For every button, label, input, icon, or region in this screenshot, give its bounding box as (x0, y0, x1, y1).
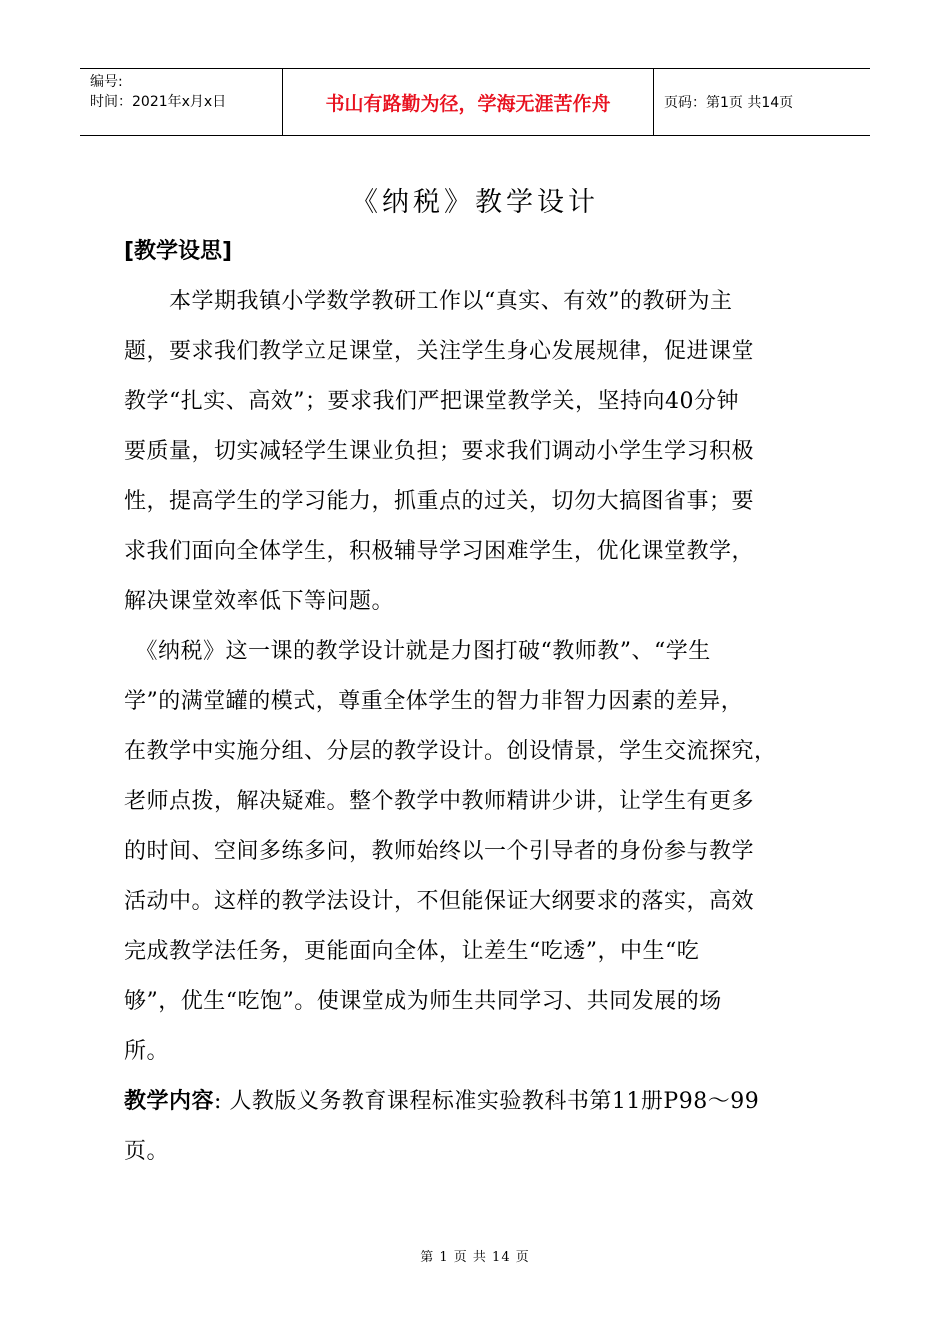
paragraph1-line: 要质量，切实减轻学生课业负担；要求我们调动小学生学习积极 (124, 439, 755, 464)
paragraph1-line: 本学期我镇小学数学教研工作以“真实、有效”的教研为主 (124, 289, 733, 314)
paragraph1-line: 解决课堂效率低下等问题。 (124, 589, 395, 614)
document-title: 《纳税》教学设计 (351, 187, 599, 218)
paragraph2-line: 活动中。这样的教学法设计，不但能保证大纲要求的落实，高效 (124, 889, 755, 914)
paragraph2-line: 老师点拨，解决疑难。整个教学中教师精讲少讲，让学生有更多 (124, 789, 755, 814)
paragraph2-line: 《纳税》这一课的教学设计就是力图打破“教师教”、“学生 (124, 639, 711, 664)
paragraph2-line: 所。 (124, 1039, 170, 1064)
paragraph2-line: 够”，优生“吃饱”。使课堂成为师生共同学习、共同发展的场 (124, 989, 722, 1014)
paragraph2-line: 学”的满堂罐的模式，尊重全体学生的智力非智力因素的差异， (124, 689, 744, 714)
number-label: 编号: (90, 74, 123, 90)
teaching-content-text: : 人教版义务教育课程标准实验教科书第11册P98～99 (214, 1089, 760, 1114)
teaching-content-line (124, 1084, 759, 1115)
teaching-content-line-2: 页。 (124, 1139, 170, 1164)
paragraph2-line: 完成教学法任务，更能面向全体，让差生“吃透”，中生“吃 (124, 939, 700, 964)
page-footer: 第 1 页 共 14 页 (420, 1250, 530, 1265)
paragraph2-line: 在教学中实施分组、分层的教学设计。创设情景，学生交流探究， (124, 739, 777, 764)
paragraph1-line: 性，提高学生的学习能力，抓重点的过关，切勿大搞图省事；要 (124, 489, 755, 514)
paragraph1-line: 求我们面向全体学生，积极辅导学习困难学生，优化课堂教学， (124, 539, 755, 564)
teaching-content-label: 教学内容 (124, 1089, 215, 1114)
section-heading: [教学设思] (124, 239, 233, 264)
paragraph2-line: 的时间、空间多练多问，教师始终以一个引导者的身份参与教学 (124, 839, 755, 864)
date-label: 时间：2021年x月x日 (90, 94, 227, 110)
header-meta (80, 69, 282, 135)
document-header (80, 68, 870, 136)
paragraph1-line: 题，要求我们教学立足课堂，关注学生身心发展规律，促进课堂 (124, 339, 755, 364)
paragraph1-line: 教学“扎实、高效”；要求我们严把课堂教学关，坚持向40分钟 (124, 389, 739, 414)
header-page-info: 页码：第1页 共14页 (664, 95, 794, 111)
header-motto: 书山有路勤为径，学海无涯苦作舟 (282, 69, 654, 135)
